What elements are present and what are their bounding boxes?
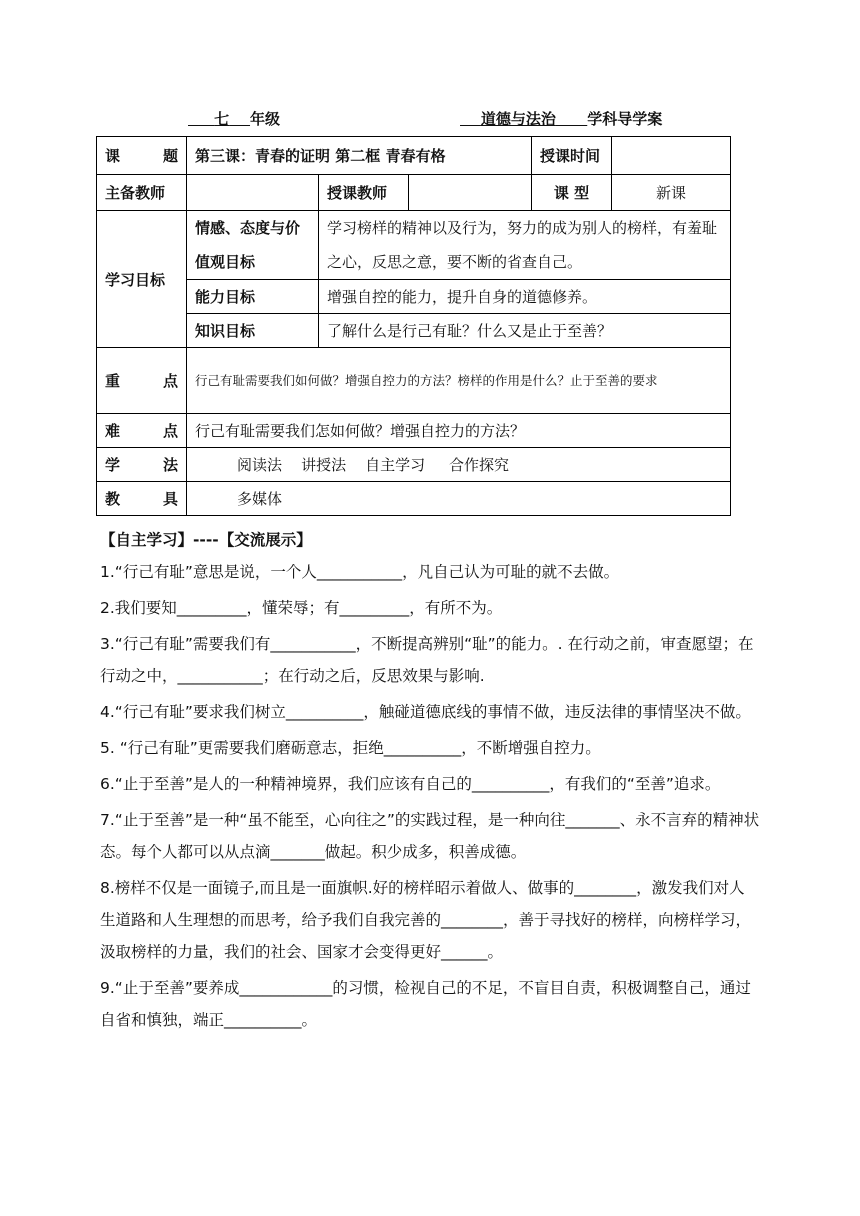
subject-heading [460, 108, 662, 129]
tools-row [97, 482, 731, 516]
time-value [612, 137, 731, 175]
exercise-item: 5. “行己有耻”更需要我们磨砺意志，拒绝__________，不断增强自控力。 [100, 739, 601, 757]
exercise-item: 2.我们要知_________，懂荣辱；有_________，有所不为。 [100, 599, 503, 617]
difficulty-label: 难 点 [97, 414, 187, 448]
key-point-row [97, 348, 731, 414]
method-value: 阅读法 讲授法 自主学习 合作探究 [187, 448, 731, 482]
goal-text: 增强自控的能力，提升自身的道德修养。 [319, 280, 731, 314]
exercise-item: 4.“行己有耻”要求我们树立__________，触碰道德底线的事情不做，违反法律的事情坚决不做。 [100, 703, 751, 721]
method-row [97, 448, 731, 482]
topic-label: 课 题 [97, 137, 187, 175]
goal-row-knowledge [97, 314, 731, 348]
type-value: 新课 [612, 175, 731, 211]
exercise-item: 3.“行己有耻”需要我们有___________，不断提高辨别“耻”的能力。. 在行动之前，审查愿望；在行动之中，___________；在行动之后，反思效果与影响. [100, 635, 754, 685]
main-teacher-label: 主备教师 [97, 175, 187, 211]
key-point-value: 行己有耻需要我们如何做？增强自控力的方法？榜样的作用是什么？止于至善的要求 [187, 348, 731, 414]
subject-value: 道德与法治 [480, 110, 556, 128]
self-study-section [100, 524, 760, 1040]
goal-text: 学习榜样的精神以及行为，努力的成为别人的榜样，有羞耻之心，反思之意，要不断的省查自己。 [319, 211, 731, 280]
grade-pad-blank [229, 110, 250, 128]
goal-name: 情感、态度与价值观目标 [187, 211, 319, 280]
subject-prefix-blank [460, 110, 481, 128]
teacher-row [97, 175, 731, 211]
time-label: 授课时间 [532, 137, 612, 175]
main-teacher-value [187, 175, 319, 211]
exercise-item: 9.“止于至善”要养成____________的习惯，检视自己的不足，不盲目自责，积极调整自己，通过自省和慎独，端正__________。 [100, 979, 751, 1029]
grade-prefix-blank [188, 110, 214, 128]
grade-suffix: 年级 [250, 110, 281, 128]
method-label: 学 法 [97, 448, 187, 482]
difficulty-row [97, 414, 731, 448]
type-label: 课 型 [532, 175, 612, 211]
teacher-value [409, 175, 532, 211]
goal-text: 了解什么是行己有耻？什么又是止于至善？ [319, 314, 731, 348]
topic-value: 第三课：青春的证明 第二框 青春有格 [187, 137, 532, 175]
section-title: 【自主学习】----【交流展示】 [100, 531, 312, 549]
tools-label: 教 具 [97, 482, 187, 516]
goal-name: 能力目标 [187, 280, 319, 314]
grade-value: 七 [214, 110, 230, 128]
grade-heading [188, 108, 280, 129]
exercise-item: 1.“行己有耻”意思是说，一个人___________，凡自己认为可耻的就不去做。 [100, 563, 620, 581]
document-header [96, 108, 730, 132]
goal-name: 知识目标 [187, 314, 319, 348]
subject-pad-blank [556, 110, 587, 128]
difficulty-value: 行己有耻需要我们怎如何做？增强自控力的方法？ [187, 414, 731, 448]
goals-label: 学习目标 [97, 211, 187, 348]
exercise-item: 8.榜样不仅是一面镜子,而且是一面旗帜.好的榜样昭示着做人、做事的________，激发我们对人生道路和人生理想的而思考，给予我们自我完善的________，善于寻找好的榜样，向榜样学习，汲取榜样的力量，我们的社会、国家才会变得更好______。 [100, 879, 752, 961]
topic-row [97, 137, 731, 175]
tools-value: 多媒体 [187, 482, 731, 516]
lesson-info-table [96, 136, 731, 516]
teacher-label: 授课教师 [319, 175, 409, 211]
subject-suffix: 学科导学案 [587, 110, 663, 128]
exercise-item: 7.“止于至善”是一种“虽不能至，心向往之”的实践过程，是一种向往_______、永不言弃的精神状态。每个人都可以从点滴_______做起。积少成多，积善成德。 [100, 811, 760, 861]
key-point-label: 重 点 [97, 348, 187, 414]
goal-row-ability [97, 280, 731, 314]
goal-row-emotion [97, 211, 731, 280]
exercise-item: 6.“止于至善”是人的一种精神境界，我们应该有自己的__________，有我们的“至善”追求。 [100, 775, 721, 793]
